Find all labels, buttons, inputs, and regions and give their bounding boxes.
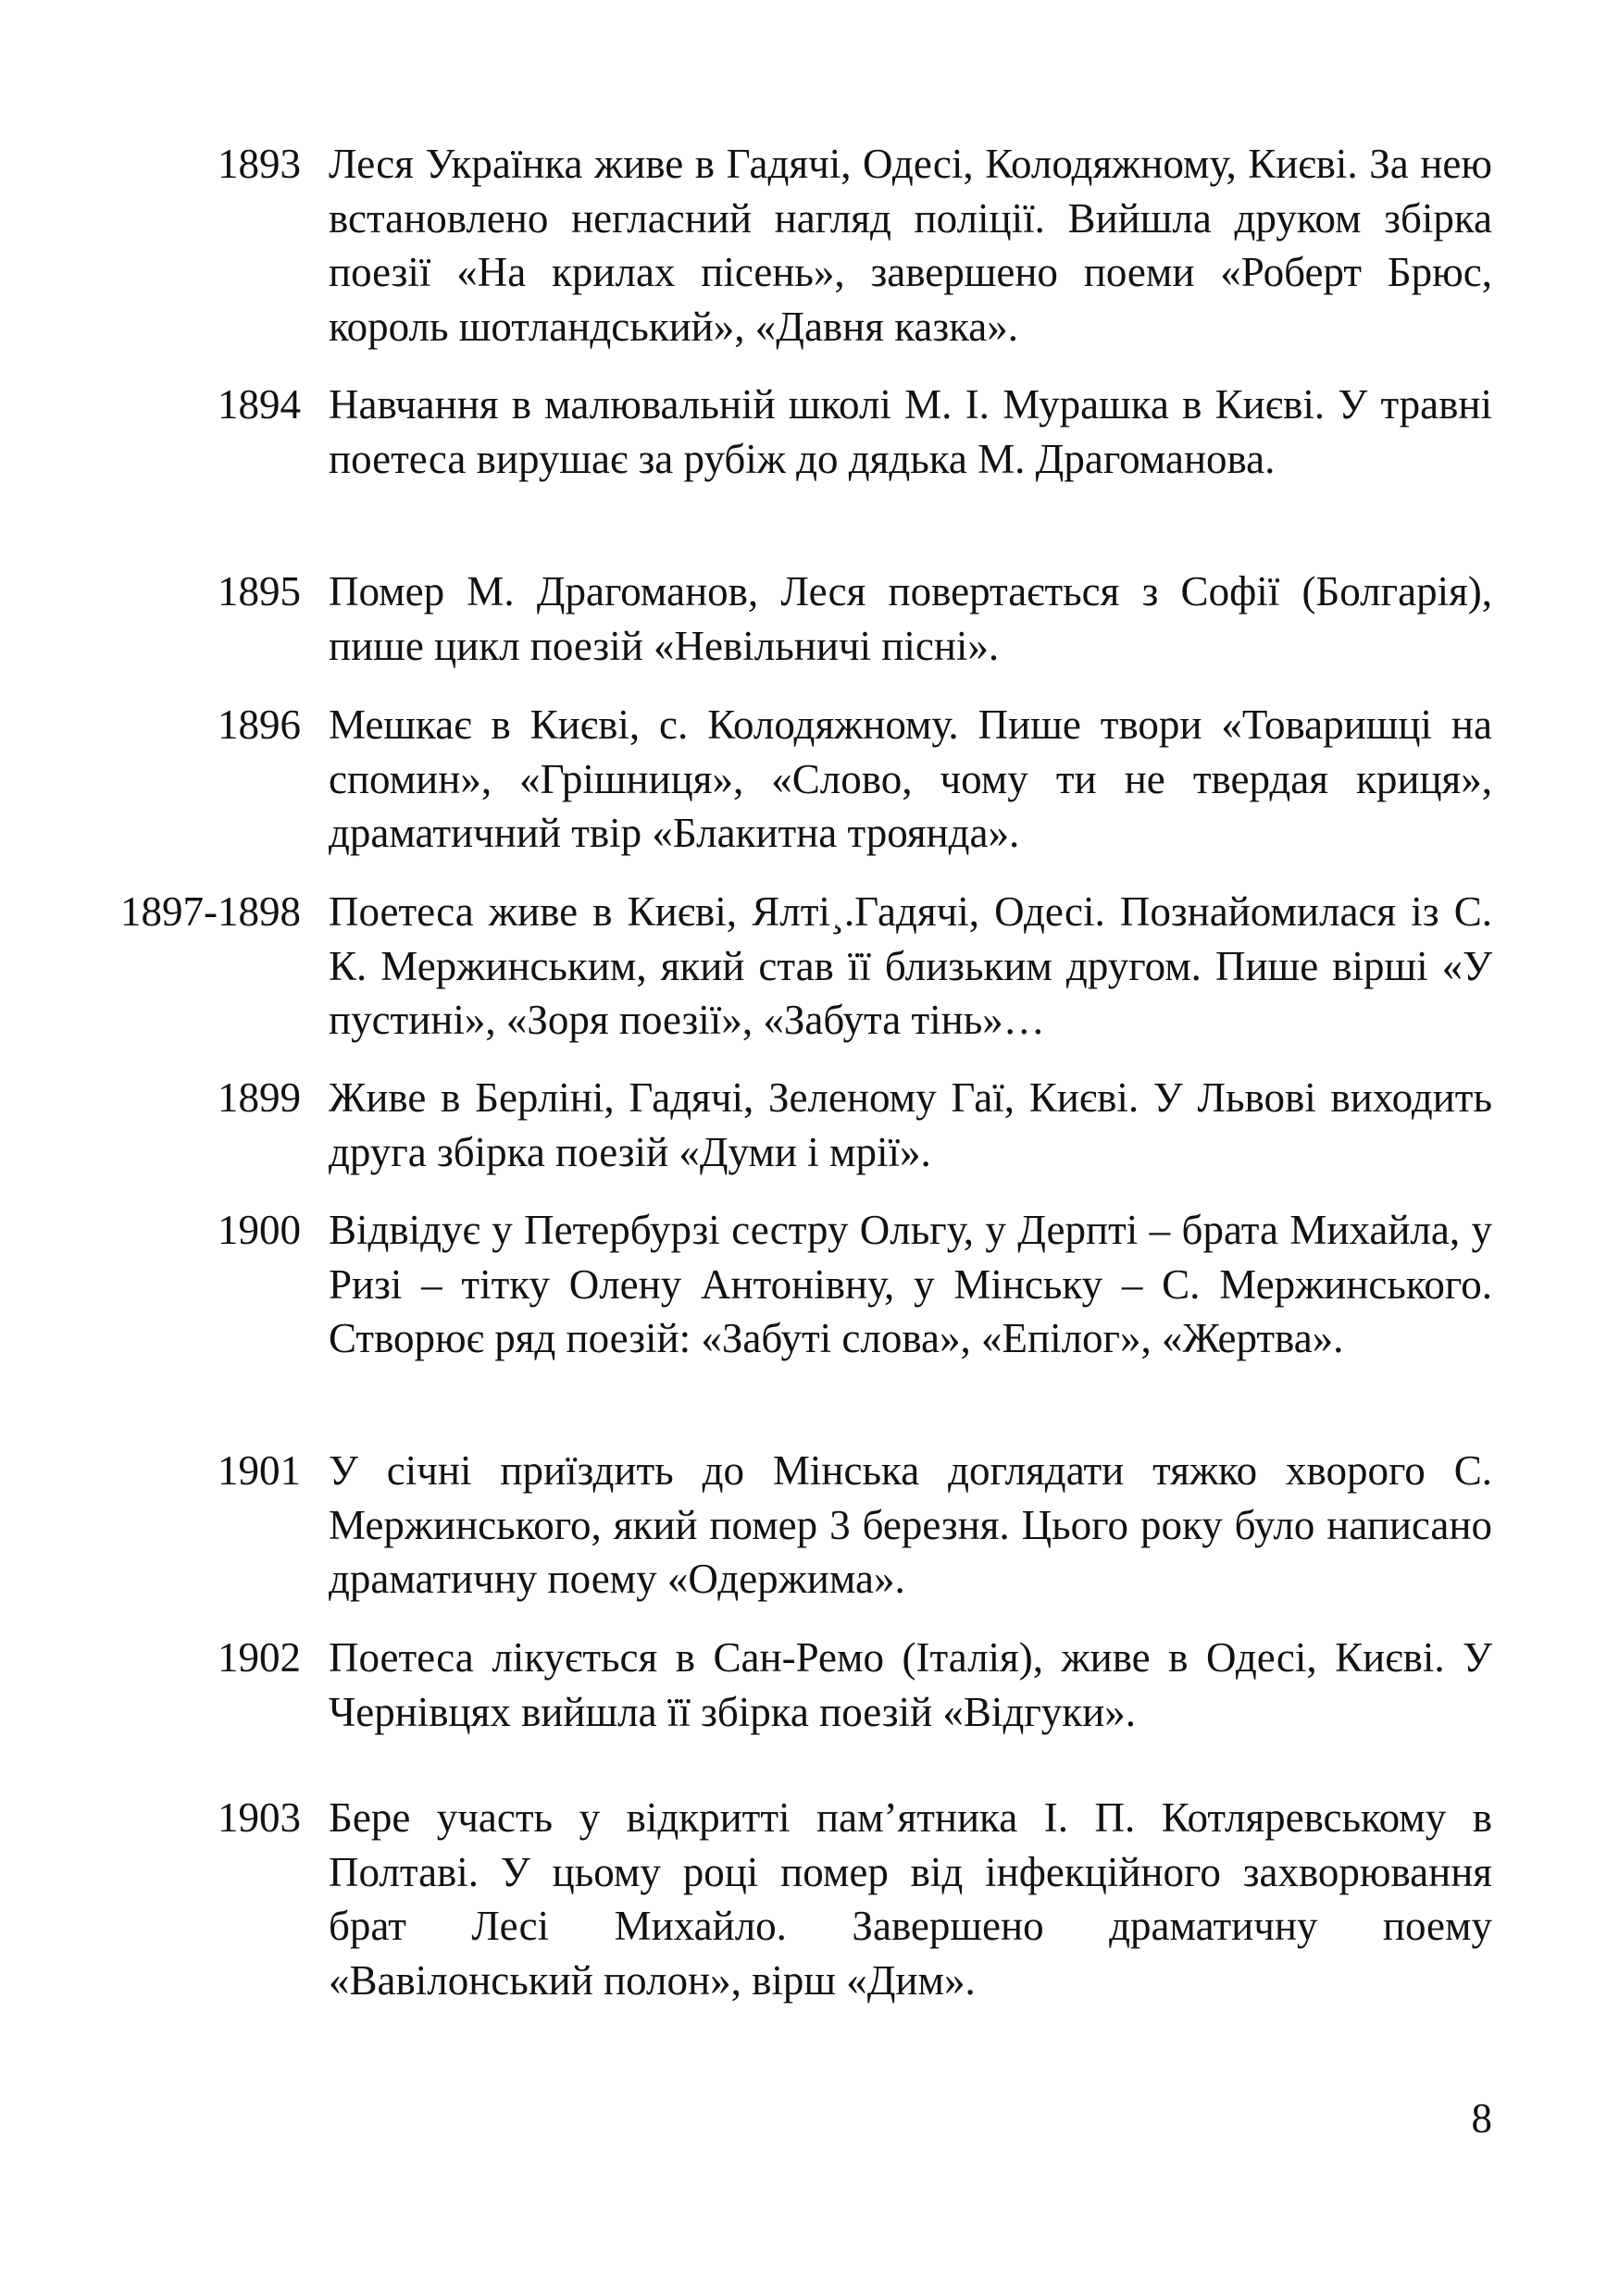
entry-text: У січні приїздить до Мінська доглядати тяжко хворого С. Мержинського, який помер 3 березня. Цього року було написано драматичну поему «Одержима».	[329, 1447, 1492, 1603]
entry-text: Поетеса лікується в Сан-Ремо (Італія), живе в Одесі, Києві. У Чернівцях вийшла її збірка поезій «Відгуки».	[329, 1634, 1492, 1735]
entry-text: Живе в Берліні, Гадячі, Зеленому Гаї, Києві. У Львові виходить друга збірка поезій «Думи і мрії».	[329, 1074, 1492, 1175]
entry-text: Леся Українка живе в Гадячі, Одесі, Колодяжному, Києві. За нею встановлено негласний нагляд поліції. Вийшла друком збірка поезії «На крилах пісень», завершено поеми «Роберт Брюс, король шотландський», «Давня казка».	[329, 141, 1492, 350]
entry-text: Навчання в малювальній школі М. І. Мурашка в Києві. У травні поетеса вирушає за рубіж до дядька М. Драгоманова.	[329, 381, 1492, 482]
entry-text: Мешкає в Києві, с. Колодяжному. Пише твори «Товаришці на спомин», «Грішниця», «Слово, чому ти не твердая криця», драматичний твір «Блакитна троянда».	[329, 701, 1492, 857]
entry-text: Поетеса живе в Києві, Ялті¸.Гадячі, Одесі. Познайомилася із С. К. Мержинським, який став її близьким другом. Пише вірші «У пустині», «Зоря поезії», «Забута тінь»…	[329, 888, 1492, 1044]
entry-year: 1900	[218, 1207, 301, 1253]
entry-text: Бере участь у відкритті пам’ятника І. П. Котляревському в Полтаві. У цьому році помер від інфекційного захворювання брат Лесі Михайло. Завершено драматичну поему «Вавілонський полон», вірш «Дим».	[329, 1794, 1492, 2004]
entry-year: 1897-1898	[120, 888, 301, 935]
entry-year: 1896	[218, 701, 301, 748]
entry-year: 1899	[218, 1074, 301, 1121]
entry-year: 1893	[218, 141, 301, 187]
entry-text: Відвідує у Петербурзі сестру Ольгу, у Дерпті – брата Михайла, у Ризі – тітку Олену Антонівну, у Мінську – С. Мержинського. Створює ряд поезій: «Забуті слова», «Епілог», «Жертва».	[329, 1207, 1492, 1362]
entry-year: 1903	[218, 1794, 301, 1841]
entry-year: 1895	[218, 568, 301, 614]
page-number: 8	[1471, 2095, 1492, 2141]
entry-text: Помер М. Драгоманов, Леся повертається з Софії (Болгарія), пише цикл поезій «Невільничі пісні».	[329, 568, 1492, 669]
entry-year: 1901	[218, 1447, 301, 1494]
entry-year: 1894	[218, 381, 301, 428]
entry-year: 1902	[218, 1634, 301, 1681]
